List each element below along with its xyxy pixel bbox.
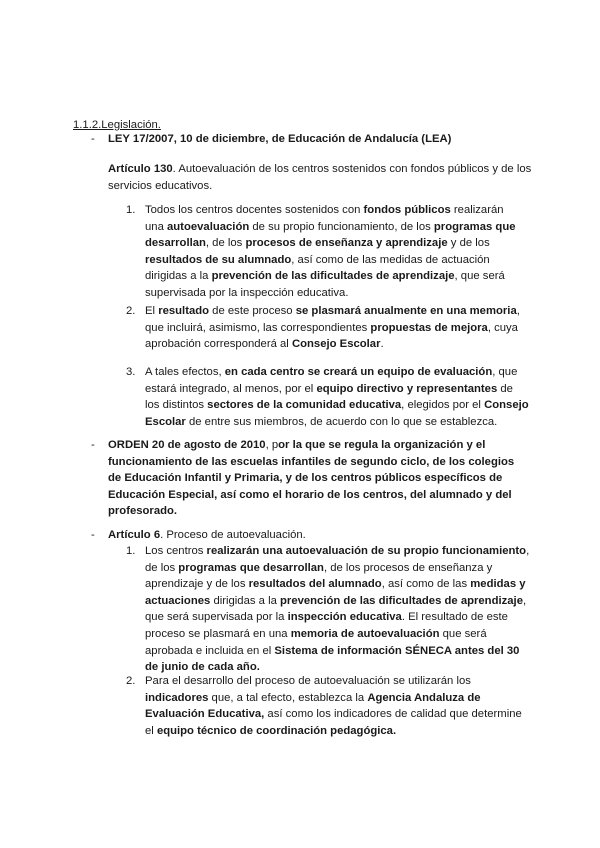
article-130 <box>108 161 533 194</box>
list-number: 1. <box>126 545 136 557</box>
list-dash: - <box>91 133 95 145</box>
section-heading: 1.1.2.Legislación. <box>73 119 161 131</box>
list-item: Los centros realizarán una autoevaluación de su propio funcionamiento, de los programas que desarrollan, de los procesos de enseñanza y aprendizaje y de los resultados del alumnado, así como de las medidas y actuaciones dirigidas a la prevención de las dificultades de aprendizaje, que será supervisada por la inspección educativa. El resultado de este proceso se plasmará en una memoria de autoevaluación que será aprobada e incluida en el Sistema de información SÉNECA antes del 30 de junio de cada año. <box>145 545 530 674</box>
list-number: 1. <box>126 204 136 216</box>
article-label: Artículo 130 <box>108 163 173 175</box>
law-title <box>108 131 528 148</box>
list-number: 2. <box>126 675 136 687</box>
list-item: El resultado de este proceso se plasmará anualmente en una memoria, que incluirá, asimismo, las correspondientes propuestas de mejora, cuya aprobación corresponderá al Consejo Escolar. <box>145 305 520 351</box>
list-dash: - <box>91 439 95 451</box>
list-item: Para el desarrollo del proceso de autoevaluación se utilizarán los indicadores que, a tal efecto, establezca la Agencia Andaluza de Evaluación Educativa, así como los indicadores de calidad que determine el equipo técnico de coordinación pedagógica. <box>145 675 522 737</box>
article-label: Artículo 6 <box>108 529 161 541</box>
article-6 <box>108 527 528 544</box>
list-item: Todos los centros docentes sostenidos con fondos públicos realizarán una autoevaluación de su propio funcionamiento, de los programas que desarrollan, de los procesos de enseñanza y aprendizaje y de los resultados de su alumnado, así como de las medidas de actuación dirigidas a la prevención de las dificultades de aprendizaje, que será supervisada por la inspección educativa. <box>145 204 516 299</box>
list-dash: - <box>91 529 95 541</box>
article-text: . Proceso de autoevaluación. <box>160 529 306 541</box>
list-item: A tales efectos, en cada centro se creará un equipo de evaluación, que estará integrado, al menos, por el equipo directivo y representantes de los distintos sectores de la comunidad educativa, elegidos por el Consejo Escolar de entre sus miembros, de acuerdo con lo que se establezca. <box>145 366 529 428</box>
law-title-text: LEY 17/2007, 10 de diciembre, de Educación de Andalucía (LEA) <box>108 133 452 145</box>
article-text: . Autoevaluación de los centros sostenidos con fondos públicos y de los servicios educativos. <box>108 163 532 192</box>
list-number: 2. <box>126 305 136 317</box>
list-number: 3. <box>126 366 136 378</box>
order-title: ORDEN 20 de agosto de 2010, por la que se regula la organización y el funcionamiento de las escuelas infantiles de segundo ciclo, de los colegios de Educación Infantil y Primaria, y de los centros públicos específicos de Educación Especial, así como el horario de los centros, del alumnado y del profesorado. <box>108 439 515 518</box>
